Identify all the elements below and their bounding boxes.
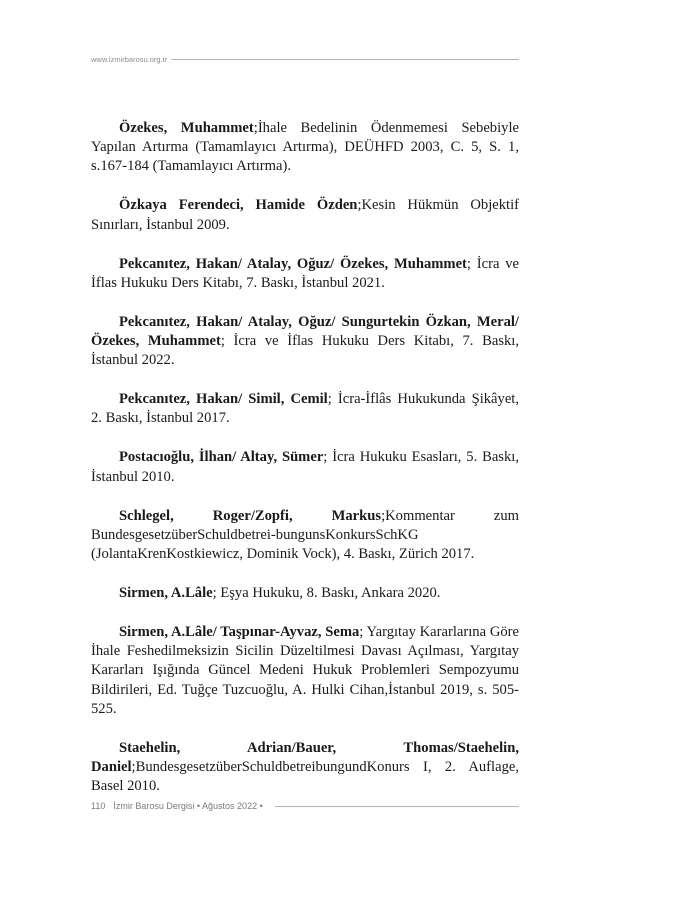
entry-author: Pekcanıtez, Hakan/ Simil, Cemil [119, 391, 328, 408]
page-footer [91, 799, 519, 815]
entry-text: ;İhale Bedelinin Ödenmemesi Sebebiyle Yapılan Artırma (Tamamlayıcı Artırma), DEÜHFD 2003, C. 5, S. 1, s.167-184 (Tamamlayıcı Artırma). [91, 120, 519, 175]
entry-text: ; İcra Hukuku Esasları, 5. Baskı, İstanbul 2010. [91, 449, 519, 485]
entry-author: Sirmen, A.Lâle/ Taşpınar-Ayvaz, Sema [119, 624, 360, 641]
entry-author: Schlegel, Roger/Zopfi, Markus [119, 507, 382, 524]
header-rule [171, 59, 519, 60]
entry-author: Pekcanıtez, Hakan/ Atalay, Oğuz/ Sungurtekin Özkan, Meral/ Özekes, Muhammet [91, 313, 519, 350]
footer-label [91, 799, 275, 813]
bibliography-entry [91, 623, 519, 719]
entry-text: ; İcra-İflâs Hukukunda Şikâyet, 2. Baskı, İstanbul 2017. [91, 391, 520, 427]
entry-author: Özkaya Ferendeci, Hamide Özden [119, 197, 358, 214]
bibliography-entry [91, 739, 519, 797]
entry-text: ; İcra ve İflas Hukuku Ders Kitabı, 7. Baskı, İstanbul 2022. [91, 333, 519, 369]
page-header [91, 52, 519, 66]
entry-author: Özekes, Muhammet [119, 120, 254, 136]
bibliography-entry [91, 255, 519, 293]
entry-author: Sirmen, A.Lâle [119, 585, 213, 602]
entry-text: ;Kommentar zum BundesgesetzüberSchuldbetrei-bungunsKonkursSchKG (JolantaKrenKostkiewicz, Dominik Vock), 4. Baskı, Zürich 2017. [91, 507, 519, 563]
bibliography-entry [91, 507, 519, 565]
bibliography-entry [91, 448, 519, 486]
entry-author: Pekcanıtez, Hakan/ Atalay, Oğuz/ Özekes, Muhammet [119, 255, 467, 272]
header-url: www.izmirbarosu.org.tr [91, 54, 168, 64]
entry-text: ;Kesin Hükmün Objektif Sınırları, İstanbul 2009. [91, 197, 519, 233]
bibliography-list [91, 119, 519, 816]
entry-text: ; Yargıtay Kararlarına Göre İhale Feshedilmeksizin Sicilin Düzeltilmesi Davası Açılması, Yargıtay Kararları Işığında Güncel Medeni Hukuk Problemleri Sempozyumu Bildirileri, Ed. Tuğçe Tuzcuoğlu, A. Hulki Cihan,İstanbul 2019, s. 505-525. [91, 624, 519, 717]
bibliography-entry [91, 390, 519, 428]
entry-text: ;BundesgesetzüberSchuldbetreibungundKonurs I, 2. Auflage, Basel 2010. [91, 759, 519, 795]
entry-author: Postacıoğlu, İlhan/ Altay, Sümer [119, 449, 324, 466]
entry-text: ; Eşya Hukuku, 8. Baskı, Ankara 2020. [212, 585, 441, 602]
entry-author: Staehelin, Adrian/Bauer, Thomas/Staehelin, Daniel [91, 739, 519, 776]
bibliography-entry [91, 196, 519, 234]
page-number: 110 [91, 801, 106, 811]
journal-info: İzmir Barosu Dergisi • Ağustos 2022 • [113, 801, 263, 811]
entry-text: ; İcra ve İflas Hukuku Ders Kitabı, 7. Baskı, İstanbul 2021. [91, 255, 519, 291]
bibliography-entry [91, 584, 519, 603]
bibliography-entry [91, 313, 519, 371]
bibliography-entry [91, 119, 519, 177]
